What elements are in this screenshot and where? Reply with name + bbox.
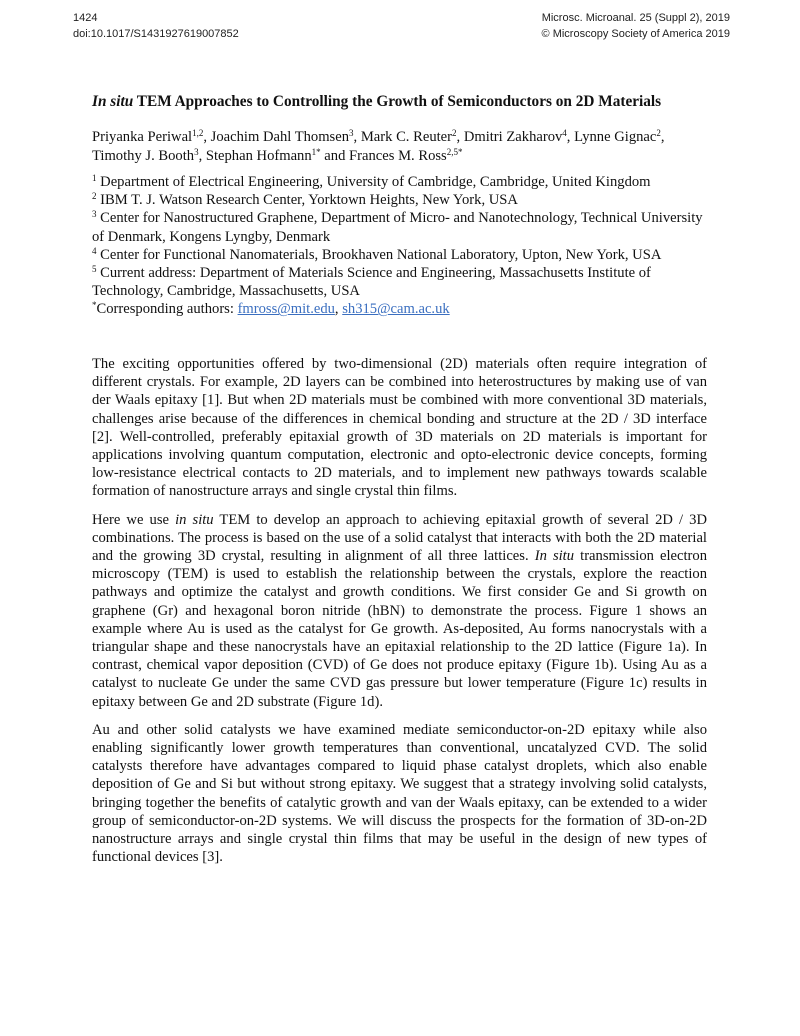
abstract-body — [92, 355, 707, 876]
affiliation-number: 4 — [92, 245, 97, 256]
author-affiliation-mark: 1* — [311, 146, 321, 157]
paragraph-text: transmission electron microscopy (TEM) is used to establish the relationship between the crystals, explore the reaction pathways and optimize the catalyst and growth conditions. We first consider Ge and Si growth on graphene (Gr) and hexagonal boron nitride (hBN) to demonstrate the process. Figure 1 shows an example where Au is used as the catalyst for Ge growth. As-deposited, Au forms nanocrystals with a triangular shape and these nanocrystals have an epitaxial relationship to the 2D lattice (Figure 1a). In contrast, chemical vapor deposition (CVD) of Ge does not produce epitaxy (Figure 1b). Using Au as a catalyst to nucleate Ge under the same CVD gas pressure but lower temperature (Figure 1c) results in epitaxy between Ge and 2D substrate (Figure 1d). — [92, 548, 708, 710]
author-name: Stephan Hofmann — [205, 147, 312, 164]
author-affiliation-mark: 3 — [194, 146, 199, 157]
corresponding-authors — [92, 300, 712, 318]
author-separator: , — [203, 129, 211, 145]
affiliation-number: 3 — [92, 209, 97, 220]
author-name: Lynne Gignac — [574, 129, 657, 145]
title-rest: TEM Approaches to Controlling the Growth of Semiconductors on 2D Materials — [133, 93, 662, 110]
email-link-2[interactable]: sh315@cam.ac.uk — [342, 301, 450, 318]
author-name: Priyanka Periwal — [92, 129, 193, 145]
paragraph-text: Au and other solid catalysts we have examined mediate semiconductor-on-2D epitaxy while also enabling significantly lower growth temperatures than conventional, uncatalyzed CVD. The solid catalysts therefore have advantages compared to liquid phase catalyst droplets, which also enable deposition of Ge and Si but without strong epitaxy. We suggest that a strategy involving solid catalysts, bringing together the benefits of catalytic growth and van der Waals epitaxy, can be extended to a wider group of semiconductor-on-2D systems. We will discuss the prospects for the formation of 3D-on-2D nanostructure arrays and single crystal thin films that may be useful in the design of new types of functional devices [3]. — [92, 721, 707, 866]
author-affiliation-mark: 2,5* — [446, 146, 463, 157]
body-paragraph — [92, 511, 707, 711]
author-name: Dmitri Zakharov — [463, 129, 563, 145]
header-right — [542, 10, 730, 42]
author-separator: , — [353, 129, 361, 145]
author-separator: , — [198, 147, 206, 164]
author-separator: , — [660, 129, 665, 145]
author-name: Timothy J. Booth — [92, 147, 195, 164]
corresponding-mark: * — [92, 300, 97, 311]
journal-citation: Microsc. Microanal. 25 (Suppl 2), 2019 — [541, 12, 730, 24]
corresponding-label: Corresponding authors: — [96, 301, 238, 318]
italic-text: In situ — [534, 548, 575, 565]
affiliation-text: Center for Functional Nanomaterials, Brookhaven National Laboratory, Upton, New York, USA — [100, 246, 662, 263]
title-italic: In situ — [92, 93, 134, 110]
author-list — [92, 128, 712, 165]
affiliation-number: 1 — [92, 173, 97, 183]
author-affiliation-mark: 2 — [656, 128, 661, 138]
author-name: Mark C. Reuter — [360, 129, 453, 145]
paragraph-text: The exciting opportunities offered by two-dimensional (2D) materials often require integration of different crystals. For example, 2D layers can be combined into heterostructures by making use of van der Waals epitaxy [1]. But when 2D materials must be combined with more conventional 3D materials, challenges arise because of the differences in chemical bonding and structure at the 2D / 3D interface [2]. Well-controlled, preferably epitaxial growth of 3D materials on 2D materials is important for applications involving quantum computation, electronic and opto-electronic device concepts, forming low-resistance electrical contacts to 2D materials, and to implement new pathways towards scalable formation of nanostructure arrays and single crystal thin films. — [92, 356, 707, 500]
page-number: 1424 — [73, 12, 98, 24]
author-affiliation-mark: 3 — [349, 128, 354, 138]
paragraph-text: Here we use — [92, 511, 176, 528]
body-paragraph — [92, 355, 707, 501]
affiliation-text: Current address: Department of Materials Science and Engineering, Massachusetts Institute of Technology, Cambridge, Massachusetts, USA — [92, 265, 651, 300]
affiliation — [92, 209, 712, 245]
paragraph-text: TEM to develop an approach to achieving epitaxial growth of several 2D / 3D combinations. The process is based on the use of a solid catalyst that interacts with both the 2D material and the growing 3D crystal, resulting in alignment of all three lattices. — [92, 511, 707, 565]
affiliation — [92, 173, 712, 191]
author-affiliation-mark: 2 — [452, 128, 457, 138]
body-paragraph — [92, 721, 707, 867]
author-separator: , — [566, 129, 575, 145]
affiliation — [92, 246, 712, 264]
affiliation — [92, 191, 712, 209]
author-affiliation-mark: 4 — [562, 128, 567, 138]
header-left — [73, 10, 239, 42]
email-link-1[interactable]: fmross@mit.edu — [237, 301, 335, 318]
author-name: Joachim Dahl Thomsen — [210, 129, 350, 145]
affiliation-number: 2 — [92, 191, 97, 202]
italic-text: in situ — [175, 511, 214, 528]
paper-title — [92, 93, 661, 111]
doi: doi:10.1017/S1431927619007852 — [73, 28, 239, 40]
author-name: Frances M. Ross — [349, 147, 447, 164]
affiliations — [92, 173, 712, 319]
affiliation-number: 5 — [92, 264, 97, 275]
author-affiliation-mark: 1,2 — [192, 128, 204, 138]
affiliation — [92, 264, 712, 300]
copyright: © Microscopy Society of America 2019 — [541, 28, 730, 40]
affiliation-text: Center for Nanostructured Graphene, Department of Micro- and Nanotechnology, Technical University of Denmark, Kongens Lyngby, Denmark — [92, 210, 703, 245]
affiliation-text: Department of Electrical Engineering, University of Cambridge, Cambridge, United Kingdom — [100, 174, 651, 190]
email-sep: , — [334, 301, 343, 318]
affiliation-text: IBM T. J. Watson Research Center, Yorktown Heights, New York, USA — [100, 192, 518, 209]
author-separator: and — [320, 147, 350, 164]
author-separator: , — [456, 129, 464, 145]
